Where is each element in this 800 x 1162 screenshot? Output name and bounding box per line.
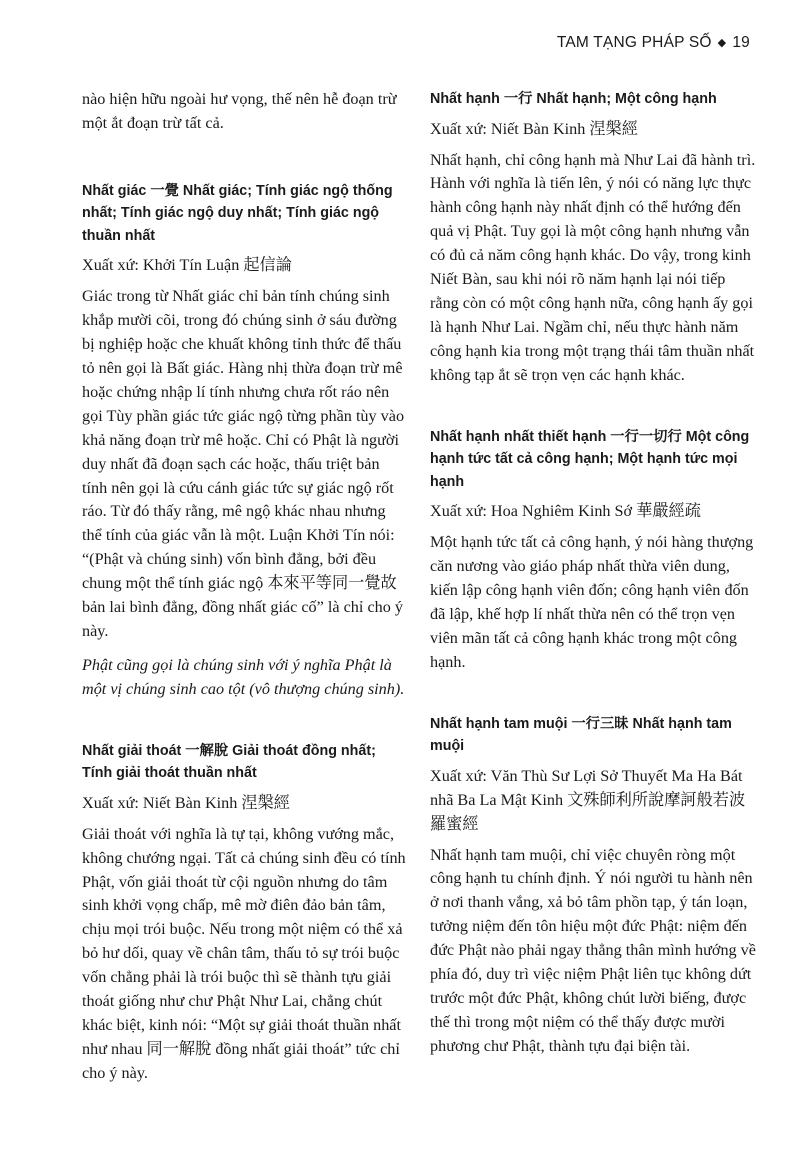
entry-title: Nhất giải thoát 一解脫 Giải thoát đồng nhất; Tính giải thoát thuần nhất	[82, 742, 376, 782]
entry-title: Nhất hạnh nhất thiết hạnh 一行一切行 Một công hạnh tức tất cả công hạnh; Một hạnh tức mọi hạnh	[430, 428, 750, 490]
page-number: 19	[732, 34, 750, 51]
entry-source: Xuất xứ: Niết Bàn Kinh 涅槃經	[430, 119, 638, 138]
diamond-separator-icon: ◆	[717, 37, 727, 49]
entry-paragraph: Một hạnh tức tất cả công hạnh, ý nói hàng thượng căn nương vào giáo pháp nhất thừa viên dung, kiến lập công hạnh viên đốn; công hạnh viên đốn đã lập, khế hợp lí nhất thừa nên có thể trọn vẹn viên mãn tất cả công hạnh khác trong một công hạnh.	[430, 533, 754, 671]
entry-paragraph: Giác trong từ Nhất giác chỉ bản tính chúng sinh khắp mười cõi, trong đó chúng sinh ở sáu đường bị nghiệp hoặc che khuất không tỉnh thức để thấu tỏ nên gọi là Bất giác. Hàng nhị thừa đoạn trừ mê hoặc chứng nhập lí tính nhưng chưa rốt ráo nên gọi Tùy phần giác tức giác ngộ từng phần tùy vào khả năng đoạn trừ mê hoặc. Chỉ có Phật là người duy nhất đã đoạn sạch các hoặc, thấu triệt bản tính nên gọi là cứu cánh giác tức sự giác ngộ rốt ráo. Từ đó thấy rằng, mê ngộ khác nhau nhưng thể tính của giác vẫn là một. Luận Khởi Tín nói: “(Phật và chúng sinh) vốn bình đẳng, bởi đều chung một thể tính giác ngộ 本來平等同一覺故 bản lai bình đẳng, đồng nhất giác cố” là chỉ cho ý này.	[82, 287, 405, 640]
entry-nhat-giai-thoat	[82, 740, 408, 1086]
entry-source: Xuất xứ: Khởi Tín Luận 起信論	[82, 256, 292, 275]
entry-italic-note: Phật cũng gọi là chúng sinh với ý nghĩa Phật là một vị chúng sinh cao tột (vô thượng chúng sinh).	[82, 655, 405, 698]
entry-paragraph: Nhất hạnh, chỉ công hạnh mà Như Lai đã hành trì. Hành với nghĩa là tiến lên, ý nói có năng lực thực hành công hạnh này nhất định có thể hướng đến quả vị Phật. Tuy gọi là một công hạnh nhưng vẫn có đủ cả năm công hạnh khác. Do vậy, trong kinh Niết Bàn, sau khi nói rõ năm hạnh lại nói tiếp rằng còn có một công hạnh nữa, công hạnh ấy gọi là hạnh Như Lai. Ngầm chỉ, nếu thực hành năm công hạnh kia trong một trạng thái tâm thuần nhất không tạp ắt sẽ trọn vẹn các hạnh khác.	[430, 150, 756, 384]
right-column	[430, 88, 758, 1097]
entry-title: Nhất hạnh tam muội 一行三昧 Nhất hạnh tam muội	[430, 715, 732, 754]
entry-paragraph: Nhất hạnh tam muội, chỉ việc chuyên ròng một công hạnh tu chính định. Ý nói người tu hành nên ở nơi thanh vắng, xả bỏ tâm phồn tạp, ý tán loạn, tưởng niệm đến tôn hiệu một đức Phật: niệm đến đức Phật nào phải ngay thẳng thân mình hướng về phía đó, duy trì việc niệm Phật liên tục không dứt trước một đức Phật, không chút lười biếng, được thế thì trong một niệm có thể thấy được mười phương chư Phật, thành tựu đại biện tài.	[430, 845, 756, 1055]
entry-nhat-hanh-nhat-thiet-hanh	[430, 426, 758, 675]
entry-source: Xuất xứ: Niết Bàn Kinh 涅槃經	[82, 793, 290, 812]
entry-nhat-hanh	[430, 88, 758, 388]
continuation-paragraph: nào hiện hữu ngoài hư vọng, thế nên hễ đoạn trừ một ắt đoạn trừ tất cả.	[82, 90, 397, 132]
entry-nhat-hanh-tam-muoi	[430, 713, 758, 1059]
entry-nhat-giac	[82, 180, 408, 702]
entry-source: Xuất xứ: Văn Thù Sư Lợi Sở Thuyết Ma Ha Bát nhã Ba La Mật Kinh 文殊師利所說摩訶般若波羅蜜經	[430, 766, 746, 833]
running-header	[557, 34, 750, 52]
entry-source: Xuất xứ: Hoa Nghiêm Kinh Sớ 華嚴經疏	[430, 502, 701, 521]
left-column	[82, 88, 408, 1124]
entry-title: Nhất hạnh 一行 Nhất hạnh; Một công hạnh	[430, 91, 717, 107]
header-title: TAM TẠNG PHÁP SỐ	[556, 34, 712, 51]
entry-paragraph: Giải thoát với nghĩa là tự tại, không vướng mắc, không chướng ngại. Tất cả chúng sinh đều có tính Phật, vốn giải thoát từ cội nguồn nhưng do tâm sinh khởi vọng chấp, mê mờ điên đảo bản tâm, chịu mọi trói buộc. Nếu trong một niệm có thể xả bỏ hư dối, quay về chân tâm, thấu tỏ sự trói buộc vốn chẳng phải là trói buộc thì sẽ thành tựu giải thoát giống như chư Phật Như Lai, chẳng chút khác biệt, kinh nói: “Một sự giải thoát thuần nhất như nhau 同一解脫 đồng nhất giải thoát” tức chỉ cho ý này.	[82, 824, 406, 1082]
entry-title: Nhất giác 一覺 Nhất giác; Tính giác ngộ thống nhất; Tính giác ngộ duy nhất; Tính giác ngộ thuần nhất	[82, 182, 393, 244]
